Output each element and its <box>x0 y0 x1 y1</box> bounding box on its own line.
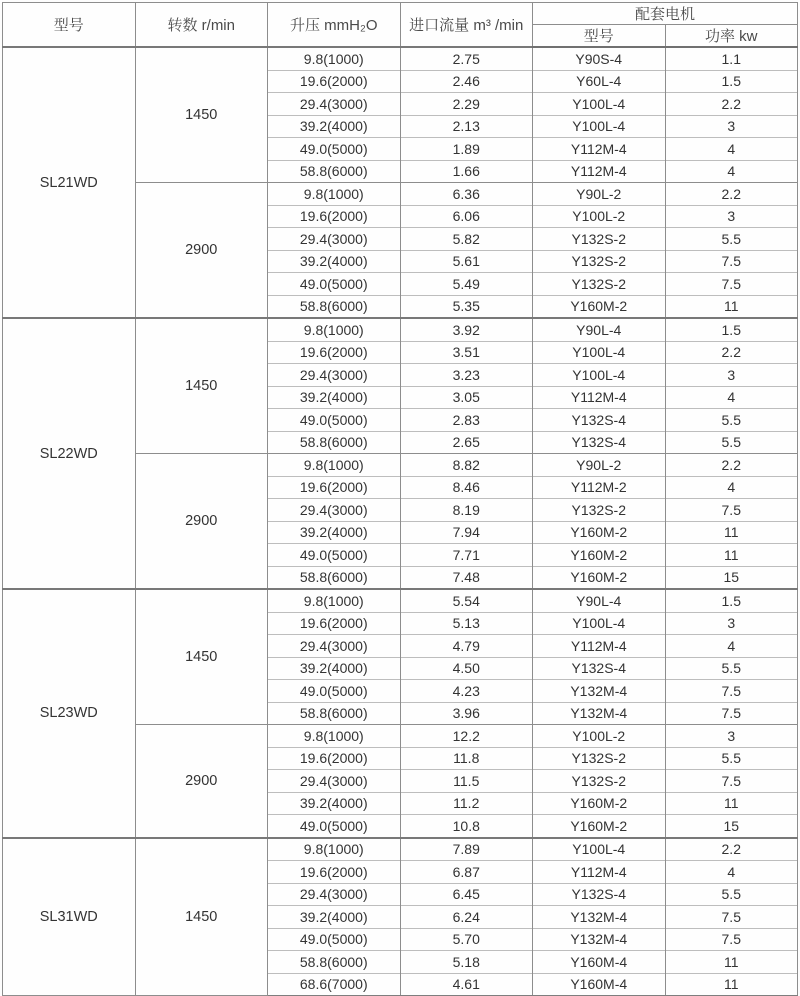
flow-cell: 2.29 <box>400 93 533 116</box>
power-cell: 5.5 <box>665 883 798 906</box>
flow-cell: 6.06 <box>400 205 533 228</box>
power-cell: 11 <box>665 295 798 318</box>
header-power: 功率 kw <box>665 25 798 48</box>
flow-cell: 11.8 <box>400 747 533 770</box>
pressure-cell: 19.6(2000) <box>268 476 401 499</box>
pressure-cell: 29.4(3000) <box>268 228 401 251</box>
power-cell: 15 <box>665 815 798 838</box>
pressure-cell: 9.8(1000) <box>268 183 401 206</box>
pressure-cell: 49.0(5000) <box>268 928 401 951</box>
flow-cell: 7.71 <box>400 544 533 567</box>
header-motor-model: 型号 <box>533 25 666 48</box>
motor-model-cell: Y90L-2 <box>533 183 666 206</box>
pressure-cell: 9.8(1000) <box>268 725 401 748</box>
motor-model-cell: Y132S-2 <box>533 747 666 770</box>
power-cell: 7.5 <box>665 273 798 296</box>
motor-model-cell: Y132S-2 <box>533 273 666 296</box>
motor-model-cell: Y132S-2 <box>533 770 666 793</box>
table-body <box>3 47 798 996</box>
motor-model-cell: Y160M-2 <box>533 566 666 589</box>
motor-model-cell: Y112M-4 <box>533 386 666 409</box>
pressure-cell: 19.6(2000) <box>268 747 401 770</box>
motor-model-cell: Y132S-2 <box>533 499 666 522</box>
model-cell: SL31WD <box>3 838 136 996</box>
pressure-cell: 58.8(6000) <box>268 431 401 454</box>
pressure-cell: 29.4(3000) <box>268 93 401 116</box>
speed-cell: 2900 <box>135 183 268 319</box>
pressure-cell: 9.8(1000) <box>268 838 401 861</box>
power-cell: 2.2 <box>665 341 798 364</box>
power-cell: 4 <box>665 635 798 658</box>
pressure-cell: 49.0(5000) <box>268 409 401 432</box>
table-row <box>3 318 798 341</box>
power-cell: 5.5 <box>665 431 798 454</box>
motor-model-cell: Y112M-4 <box>533 138 666 161</box>
power-cell: 11 <box>665 792 798 815</box>
motor-model-cell: Y90L-4 <box>533 318 666 341</box>
flow-cell: 8.46 <box>400 476 533 499</box>
flow-cell: 5.54 <box>400 589 533 612</box>
motor-model-cell: Y100L-4 <box>533 364 666 387</box>
header-model: 型号 <box>3 3 136 48</box>
flow-cell: 6.36 <box>400 183 533 206</box>
model-cell: SL22WD <box>3 318 136 589</box>
flow-cell: 4.61 <box>400 973 533 996</box>
flow-cell: 5.35 <box>400 295 533 318</box>
power-cell: 11 <box>665 544 798 567</box>
motor-model-cell: Y100L-2 <box>533 205 666 228</box>
power-cell: 1.5 <box>665 318 798 341</box>
flow-cell: 6.45 <box>400 883 533 906</box>
flow-cell: 2.75 <box>400 47 533 70</box>
pressure-cell: 49.0(5000) <box>268 273 401 296</box>
header-speed: 转数 r/min <box>135 3 268 48</box>
flow-cell: 6.24 <box>400 906 533 929</box>
motor-model-cell: Y160M-4 <box>533 951 666 974</box>
pressure-cell: 58.8(6000) <box>268 160 401 183</box>
motor-model-cell: Y132S-2 <box>533 250 666 273</box>
motor-model-cell: Y132M-4 <box>533 702 666 725</box>
motor-model-cell: Y100L-4 <box>533 838 666 861</box>
table-row <box>3 838 798 861</box>
power-cell: 7.5 <box>665 928 798 951</box>
power-cell: 7.5 <box>665 499 798 522</box>
speed-cell: 2900 <box>135 725 268 838</box>
motor-model-cell: Y112M-4 <box>533 160 666 183</box>
motor-model-cell: Y100L-2 <box>533 725 666 748</box>
flow-cell: 3.23 <box>400 364 533 387</box>
flow-cell: 2.83 <box>400 409 533 432</box>
power-cell: 11 <box>665 951 798 974</box>
power-cell: 4 <box>665 160 798 183</box>
header-pressure: 升压 mmH₂O <box>268 3 401 48</box>
pressure-cell: 9.8(1000) <box>268 454 401 477</box>
power-cell: 3 <box>665 115 798 138</box>
motor-model-cell: Y100L-4 <box>533 341 666 364</box>
flow-cell: 12.2 <box>400 725 533 748</box>
pressure-cell: 19.6(2000) <box>268 70 401 93</box>
power-cell: 4 <box>665 861 798 884</box>
pressure-cell: 9.8(1000) <box>268 47 401 70</box>
power-cell: 2.2 <box>665 454 798 477</box>
motor-model-cell: Y60L-4 <box>533 70 666 93</box>
pressure-cell: 39.2(4000) <box>268 115 401 138</box>
motor-model-cell: Y160M-2 <box>533 544 666 567</box>
flow-cell: 2.46 <box>400 70 533 93</box>
motor-model-cell: Y132S-4 <box>533 657 666 680</box>
flow-cell: 6.87 <box>400 861 533 884</box>
flow-cell: 7.94 <box>400 521 533 544</box>
flow-cell: 7.89 <box>400 838 533 861</box>
motor-model-cell: Y132M-4 <box>533 680 666 703</box>
pressure-cell: 29.4(3000) <box>268 364 401 387</box>
pressure-cell: 19.6(2000) <box>268 205 401 228</box>
motor-model-cell: Y100L-4 <box>533 612 666 635</box>
motor-model-cell: Y160M-4 <box>533 973 666 996</box>
pressure-cell: 9.8(1000) <box>268 318 401 341</box>
motor-model-cell: Y132S-2 <box>533 228 666 251</box>
pressure-cell: 39.2(4000) <box>268 250 401 273</box>
power-cell: 4 <box>665 386 798 409</box>
power-cell: 5.5 <box>665 657 798 680</box>
pressure-cell: 29.4(3000) <box>268 883 401 906</box>
power-cell: 1.5 <box>665 70 798 93</box>
power-cell: 7.5 <box>665 906 798 929</box>
pressure-cell: 58.8(6000) <box>268 566 401 589</box>
flow-cell: 4.23 <box>400 680 533 703</box>
flow-cell: 5.82 <box>400 228 533 251</box>
motor-model-cell: Y90L-2 <box>533 454 666 477</box>
flow-cell: 11.2 <box>400 792 533 815</box>
flow-cell: 5.49 <box>400 273 533 296</box>
power-cell: 4 <box>665 138 798 161</box>
speed-cell: 1450 <box>135 47 268 183</box>
motor-model-cell: Y160M-2 <box>533 792 666 815</box>
power-cell: 2.2 <box>665 93 798 116</box>
flow-cell: 8.19 <box>400 499 533 522</box>
flow-cell: 3.05 <box>400 386 533 409</box>
power-cell: 3 <box>665 364 798 387</box>
power-cell: 7.5 <box>665 250 798 273</box>
flow-cell: 5.70 <box>400 928 533 951</box>
flow-cell: 3.51 <box>400 341 533 364</box>
pressure-cell: 29.4(3000) <box>268 635 401 658</box>
flow-cell: 2.65 <box>400 431 533 454</box>
flow-cell: 3.96 <box>400 702 533 725</box>
motor-model-cell: Y160M-2 <box>533 295 666 318</box>
header-row-main <box>3 3 798 25</box>
flow-cell: 4.79 <box>400 635 533 658</box>
pressure-cell: 39.2(4000) <box>268 386 401 409</box>
flow-cell: 5.13 <box>400 612 533 635</box>
speed-cell: 1450 <box>135 589 268 725</box>
motor-model-cell: Y132S-4 <box>533 431 666 454</box>
flow-cell: 5.18 <box>400 951 533 974</box>
power-cell: 3 <box>665 725 798 748</box>
flow-cell: 8.82 <box>400 454 533 477</box>
flow-cell: 10.8 <box>400 815 533 838</box>
pressure-cell: 49.0(5000) <box>268 680 401 703</box>
power-cell: 7.5 <box>665 702 798 725</box>
pressure-cell: 49.0(5000) <box>268 544 401 567</box>
blower-spec-table <box>2 2 798 996</box>
power-cell: 1.1 <box>665 47 798 70</box>
flow-cell: 7.48 <box>400 566 533 589</box>
flow-cell: 4.50 <box>400 657 533 680</box>
power-cell: 7.5 <box>665 680 798 703</box>
power-cell: 15 <box>665 566 798 589</box>
motor-model-cell: Y132M-4 <box>533 906 666 929</box>
speed-cell: 1450 <box>135 838 268 996</box>
power-cell: 3 <box>665 205 798 228</box>
pressure-cell: 19.6(2000) <box>268 861 401 884</box>
pressure-cell: 29.4(3000) <box>268 499 401 522</box>
model-cell: SL21WD <box>3 47 136 318</box>
pressure-cell: 19.6(2000) <box>268 341 401 364</box>
power-cell: 2.2 <box>665 838 798 861</box>
table-row <box>3 589 798 612</box>
pressure-cell: 49.0(5000) <box>268 138 401 161</box>
motor-model-cell: Y112M-2 <box>533 476 666 499</box>
flow-cell: 5.61 <box>400 250 533 273</box>
motor-model-cell: Y132M-4 <box>533 928 666 951</box>
power-cell: 2.2 <box>665 183 798 206</box>
power-cell: 5.5 <box>665 409 798 432</box>
flow-cell: 3.92 <box>400 318 533 341</box>
motor-model-cell: Y100L-4 <box>533 93 666 116</box>
power-cell: 5.5 <box>665 747 798 770</box>
pressure-cell: 49.0(5000) <box>268 815 401 838</box>
motor-model-cell: Y112M-4 <box>533 635 666 658</box>
motor-model-cell: Y160M-2 <box>533 815 666 838</box>
pressure-cell: 58.8(6000) <box>268 702 401 725</box>
pressure-cell: 39.2(4000) <box>268 657 401 680</box>
power-cell: 11 <box>665 973 798 996</box>
flow-cell: 1.66 <box>400 160 533 183</box>
motor-model-cell: Y90L-4 <box>533 589 666 612</box>
motor-model-cell: Y132S-4 <box>533 883 666 906</box>
speed-cell: 1450 <box>135 318 268 454</box>
power-cell: 1.5 <box>665 589 798 612</box>
flow-cell: 1.89 <box>400 138 533 161</box>
flow-cell: 2.13 <box>400 115 533 138</box>
flow-cell: 11.5 <box>400 770 533 793</box>
pressure-cell: 19.6(2000) <box>268 612 401 635</box>
pressure-cell: 39.2(4000) <box>268 906 401 929</box>
motor-model-cell: Y90S-4 <box>533 47 666 70</box>
header-motor-group: 配套电机 <box>533 3 798 25</box>
table-header <box>3 3 798 48</box>
pressure-cell: 68.6(7000) <box>268 973 401 996</box>
pressure-cell: 39.2(4000) <box>268 521 401 544</box>
power-cell: 3 <box>665 612 798 635</box>
power-cell: 11 <box>665 521 798 544</box>
power-cell: 5.5 <box>665 228 798 251</box>
pressure-cell: 29.4(3000) <box>268 770 401 793</box>
pressure-cell: 58.8(6000) <box>268 951 401 974</box>
motor-model-cell: Y100L-4 <box>533 115 666 138</box>
model-cell: SL23WD <box>3 589 136 838</box>
motor-model-cell: Y112M-4 <box>533 861 666 884</box>
table-row <box>3 47 798 70</box>
pressure-cell: 39.2(4000) <box>268 792 401 815</box>
pressure-cell: 9.8(1000) <box>268 589 401 612</box>
power-cell: 4 <box>665 476 798 499</box>
motor-model-cell: Y132S-4 <box>533 409 666 432</box>
speed-cell: 2900 <box>135 454 268 590</box>
motor-model-cell: Y160M-2 <box>533 521 666 544</box>
header-flow: 进口流量 m³ /min <box>400 3 533 48</box>
power-cell: 7.5 <box>665 770 798 793</box>
pressure-cell: 58.8(6000) <box>268 295 401 318</box>
